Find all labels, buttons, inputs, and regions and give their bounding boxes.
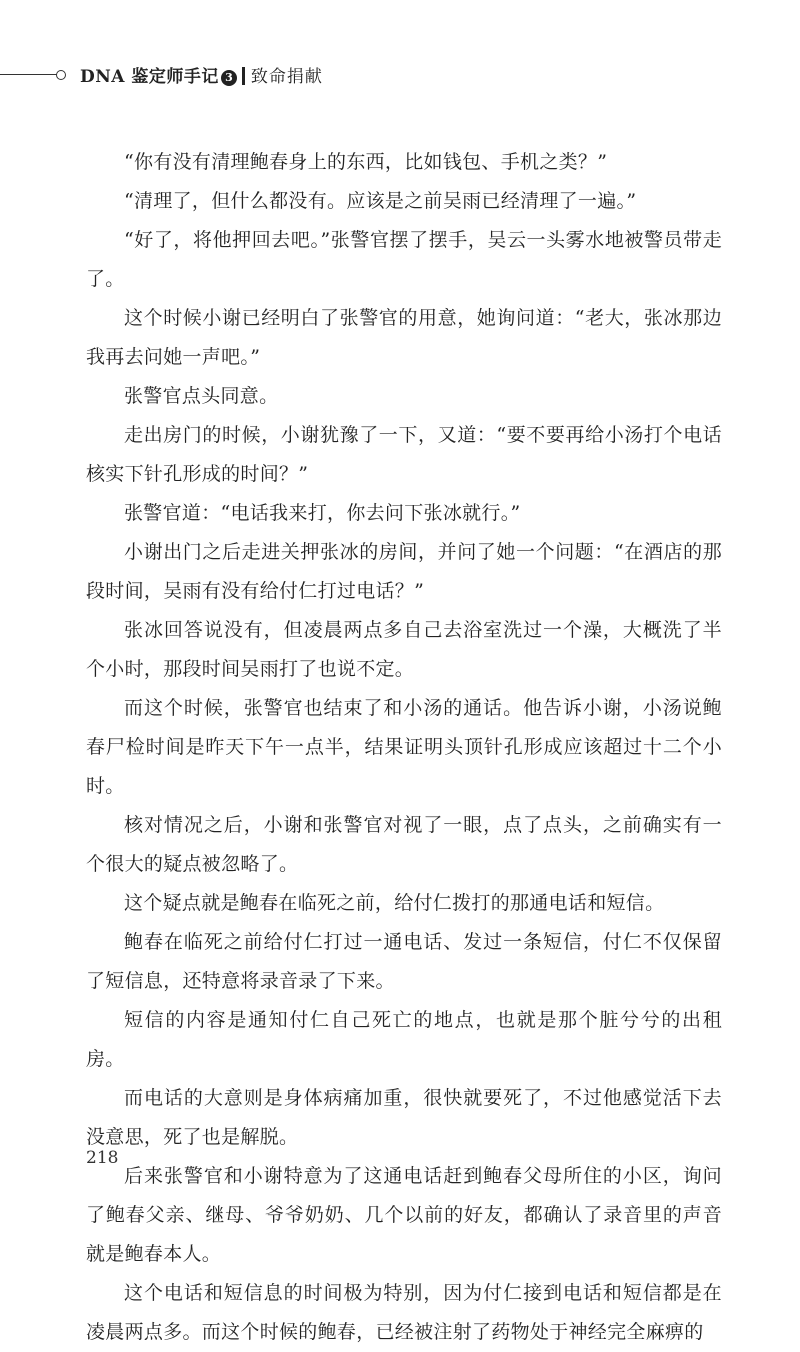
paragraph: “你有没有清理鲍春身上的东西，比如钱包、手机之类？” (124, 151, 608, 173)
paragraph: 后来张警官和小谢特意为了这通电话赶到鲍春父母所住的小区，询问了鲍春父亲、继母、爷爷奶奶、几个以前的好友，都确认了录音里的声音就是鲍春本人。 (86, 1165, 722, 1265)
book-subtitle: 致命捐献 (250, 67, 323, 87)
paragraph: 短信的内容是通知付仁自己死亡的地点，也就是那个脏兮兮的出租房。 (86, 1009, 722, 1070)
running-header (0, 60, 800, 90)
paragraph: “清理了，但什么都没有。应该是之前吴雨已经清理了一遍。” (124, 190, 637, 212)
paragraph: 这个电话和短信息的时间极为特别，因为付仁接到电话和短信都是在凌晨两点多。而这个时候的鲍春，已经被注射了药物处于神经完全麻痹的 (86, 1282, 722, 1343)
paragraph: 这个时候小谢已经明白了张警官的用意，她询问道：“老大，张冰那边我再去问她一声吧。” (86, 307, 722, 368)
volume-number-badge: 3 (221, 70, 237, 86)
header-circle-ornament (56, 70, 66, 80)
paragraph: 小谢出门之后走进关押张冰的房间，并问了她一个问题：“在酒店的那段时间，吴雨有没有给付仁打过电话？” (86, 541, 722, 602)
header-text (80, 62, 323, 87)
paragraph: 走出房门的时候，小谢犹豫了一下，又道：“要不要再给小汤打个电话核实下针孔形成的时间？” (86, 424, 722, 485)
paragraph: “好了，将他押回去吧。”张警官摆了摆手，吴云一头雾水地被警员带走了。 (86, 229, 722, 290)
paragraph: 张警官道：“电话我来打，你去问下张冰就行。” (124, 502, 521, 524)
paragraph: 张警官点头同意。 (124, 385, 279, 407)
body-text (86, 143, 722, 1352)
book-title: DNA 鉴定师手记 (80, 67, 219, 87)
header-rule (0, 74, 58, 75)
paragraph: 张冰回答说没有，但凌晨两点多自己去浴室洗过一个澡，大概洗了半个小时，那段时间吴雨打了也说不定。 (86, 619, 722, 680)
page-number: 218 (86, 1148, 119, 1168)
paragraph: 而这个时候，张警官也结束了和小汤的通话。他告诉小谢，小汤说鲍春尸检时间是昨天下午一点半，结果证明头顶针孔形成应该超过十二个小时。 (86, 697, 722, 797)
paragraph: 这个疑点就是鲍春在临死之前，给付仁拨打的那通电话和短信。 (124, 892, 665, 914)
paragraph: 而电话的大意则是身体病痛加重，很快就要死了，不过他感觉活下去没意思，死了也是解脱。 (86, 1087, 722, 1148)
paragraph: 核对情况之后，小谢和张警官对视了一眼，点了点头，之前确实有一个很大的疑点被忽略了。 (86, 814, 722, 875)
paragraph: 鲍春在临死之前给付仁打过一通电话、发过一条短信，付仁不仅保留了短信息，还特意将录音录了下来。 (86, 931, 722, 992)
header-separator (242, 67, 245, 85)
